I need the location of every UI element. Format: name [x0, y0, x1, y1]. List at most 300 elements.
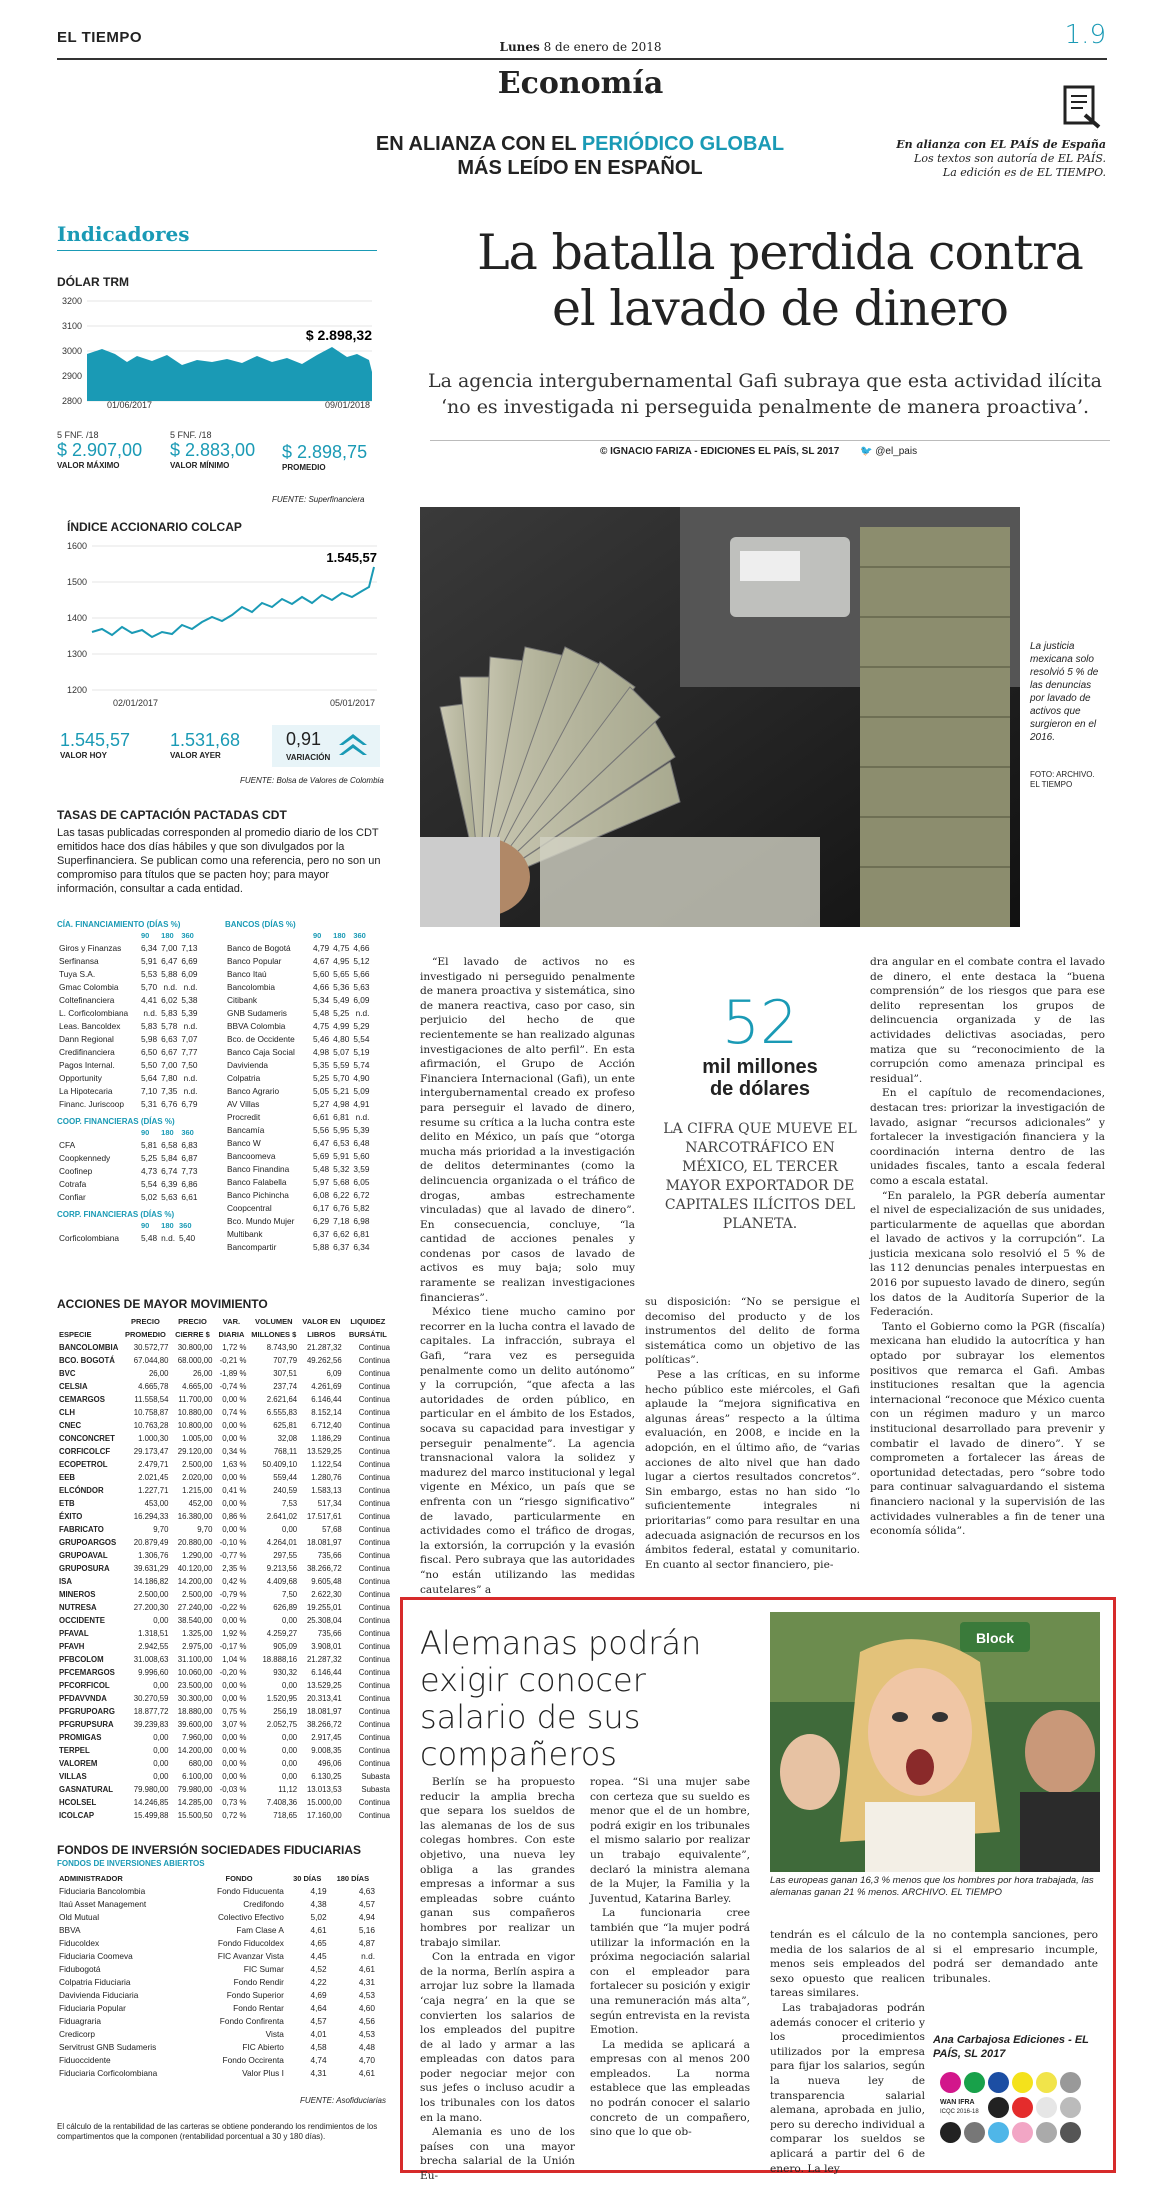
cdt-coop-value-cell: 6,39 [161, 1179, 178, 1189]
twitter-icon: 🐦 [860, 446, 873, 457]
acciones-table [57, 1315, 392, 1822]
table-row [57, 1432, 392, 1445]
fondos-value-cell: 4,56 [358, 2016, 375, 2026]
table-row [57, 942, 199, 955]
acciones-value-cell: 9,70 [197, 1525, 213, 1534]
acciones-value-cell: Continua [358, 1642, 390, 1651]
acciones-value-cell: 9.605,48 [311, 1577, 342, 1586]
cdt-cia-value-cell: n.d. [143, 1008, 158, 1018]
acciones-value-cell: 30.300,00 [177, 1694, 213, 1703]
fondos-value-cell: 4,70 [358, 2055, 375, 2065]
acciones-value-cell: 15.499,88 [133, 1811, 169, 1820]
table-row [57, 1139, 199, 1152]
acciones-name-cell: BCO. BOGOTÁ [59, 1356, 115, 1365]
cdt-bancos-name-cell: Bancompartir [227, 1242, 277, 1252]
cdt-cia-value-cell: 5,91 [141, 956, 158, 966]
col3-para-1: dra angular en el combate contra el lavado de dinero, el ente destaca la “buena comprensión” de los riesgos que para ese delito representan los grupos de delincuencia organizada y de las actividades delictivas asociadas, pero matiza que su “reconocimiento de la corrupción como amenaza principal es residual”. [870, 956, 1105, 1085]
color-dot-grey-3 [1036, 2122, 1057, 2143]
acciones-value-cell: 0,00 % [222, 1694, 247, 1703]
cdt-bancos-value-cell: 4,98 [313, 1047, 330, 1057]
cdt-cia-value-cell: 5,64 [141, 1073, 158, 1083]
pull-text: LA CIFRA QUE MUEVE EL NARCOTRÁFICO EN MÉXICO, EL TERCER MAYOR EXPORTADOR DE CAPITALES ILÍCITOS DEL PLANETA. [663, 1121, 857, 1232]
table-row [57, 1523, 392, 1536]
acciones-name-cell: NUTRESA [59, 1603, 97, 1612]
cdt-bancos-value-cell: 4,75 [333, 943, 350, 953]
dolar-avg-label: PROMEDIO [282, 463, 326, 472]
colcap-today-value: 1.545,57 [60, 730, 131, 750]
acciones-value-cell: 57,68 [322, 1525, 342, 1534]
acciones-value-cell: 20.880,00 [177, 1538, 213, 1547]
fondos-value-cell: Fam Clase A [236, 1925, 284, 1935]
acciones-value-cell: 1.000,30 [138, 1434, 169, 1443]
cdt-bancos-value-cell: 5,70 [333, 1073, 350, 1083]
table-row [57, 2002, 377, 2015]
section-title: Economía [497, 66, 664, 101]
acciones-value-cell: 2.942,55 [138, 1642, 169, 1651]
cdt-bancos-value-cell: 6,61 [313, 1112, 330, 1122]
table-row [225, 1228, 371, 1241]
fondos-value-cell: Vista [265, 2029, 284, 2039]
acciones-value-cell: Continua [358, 1707, 390, 1716]
acciones-value-cell: 2.500,00 [138, 1590, 169, 1599]
acciones-value-cell: Continua [358, 1759, 390, 1768]
acciones-value-cell: 1.520,95 [266, 1694, 298, 1703]
cdt-bancos-value-cell: 5,07 [333, 1047, 350, 1057]
acciones-value-cell: Continua [358, 1538, 390, 1547]
acciones-value-cell: 0,00 [281, 1681, 298, 1690]
cdt-bancos-name-cell: AV Villas [227, 1099, 260, 1109]
acciones-value-cell: -0,03 % [219, 1785, 247, 1794]
colcap-tick-1200: 1200 [66, 685, 87, 695]
fondos-value-cell: Fondo Rentar [233, 2003, 284, 2013]
acciones-value-cell: 26,00 [192, 1369, 213, 1378]
cdt-coop-value-cell: 5,54 [141, 1179, 158, 1189]
fondos-value-cell: n.d. [361, 1951, 375, 1961]
table-row [57, 1458, 392, 1471]
acciones-value-cell: 297,55 [273, 1551, 298, 1560]
cdt-cia-value-cell: 7,10 [141, 1086, 158, 1096]
fondos-value-cell: 4,69 [310, 1990, 327, 2000]
acciones-value-cell: 1.280,76 [311, 1473, 342, 1482]
table-row [225, 1007, 371, 1020]
color-dot-magenta [940, 2072, 961, 2093]
color-dot-red [1012, 2097, 1033, 2118]
cdt-bancos-name-cell: Banco Agrario [227, 1086, 280, 1096]
acciones-value-cell: Continua [358, 1408, 390, 1417]
acciones-value-cell: 4.665,00 [182, 1382, 213, 1391]
fondos-name-cell: Fiduoccidente [59, 2055, 111, 2065]
acciones-value-cell: 0,72 % [222, 1811, 247, 1820]
cdt-corp-value-cell: n.d. [161, 1233, 175, 1243]
cdt-cia-value-cell: 7,35 [161, 1086, 178, 1096]
acciones-name-cell: GASNATURAL [59, 1785, 113, 1794]
acciones-value-cell: Continua [358, 1499, 390, 1508]
cdt-cia-table [57, 929, 199, 1111]
table-row [57, 1098, 199, 1111]
acciones-value-cell: 1,04 % [222, 1655, 247, 1664]
cdt-cia-value-cell: 5,70 [141, 982, 158, 992]
cdt-bancos-value-cell: 4,66 [353, 943, 370, 953]
acciones-value-cell: 11,12 [278, 1785, 298, 1794]
cdt-cia-value-cell: 5,53 [141, 969, 158, 979]
fondos-value-cell: FIC Avanzar Vista [217, 1951, 284, 1961]
cdt-cia-day-180: 180 [161, 931, 174, 940]
cdt-corp-day-360: 360 [179, 1221, 192, 1230]
acciones-value-cell: 7,53 [281, 1499, 298, 1508]
acciones-value-cell: 25.308,04 [306, 1616, 342, 1625]
acciones-name-cell: PFCORFICOL [59, 1681, 110, 1690]
acciones-value-cell: 49.262,56 [306, 1356, 342, 1365]
acciones-value-cell: 14.200,00 [177, 1577, 213, 1586]
cdt-bancos-value-cell: 3,59 [353, 1164, 370, 1174]
fondos-name-cell: Old Mutual [59, 1912, 100, 1922]
colcap-variation-label: VARIACIÓN [286, 753, 331, 762]
cdt-bancos-value-cell: 5,05 [313, 1086, 330, 1096]
colcap-variation-value: 0,91 [286, 729, 322, 749]
acciones-value-cell: 6.130,25 [311, 1772, 342, 1781]
acciones-value-cell: 2.479,71 [138, 1460, 169, 1469]
table-row [57, 1085, 199, 1098]
acciones-value-cell: 453,00 [144, 1499, 169, 1508]
fondos-table [57, 1872, 377, 2080]
cdt-coop-value-cell: 5,02 [141, 1192, 158, 1202]
acciones-name-cell: PFGRUPSURA [59, 1720, 114, 1729]
table-row [57, 1731, 392, 1744]
acciones-name-cell: OCCIDENTE [59, 1616, 105, 1625]
table-row [57, 1705, 392, 1718]
fondos-name-cell: Colpatria Fiduciaria [59, 1977, 131, 1987]
table-row [57, 1963, 377, 1976]
fondos-value-cell: 4,61 [358, 1964, 375, 1974]
acciones-value-cell: Continua [358, 1720, 390, 1729]
acciones-value-cell: 4.665,78 [138, 1382, 169, 1391]
dolar-min-label: VALOR MÍNIMO [170, 461, 230, 470]
acciones-value-cell: 38.540,00 [177, 1616, 213, 1625]
cdt-bancos-name-cell: Bancamía [227, 1125, 265, 1135]
acciones-value-cell: 20.313,41 [306, 1694, 342, 1703]
acciones-value-cell: Continua [358, 1616, 390, 1625]
cdt-bancos-value-cell: 6,48 [353, 1138, 370, 1148]
bcol2-para-3: La medida se aplicará a empresas con al menos 200 empleados. La norma establece que las empleadas no podrán conocer el salario concreto de un compañero, sino que lo que ob- [590, 2038, 750, 2139]
acciones-value-cell: -0,10 % [219, 1538, 247, 1547]
acciones-name-cell: PFGRUPOARG [59, 1707, 115, 1716]
cdt-bancos-value-cell: 5,25 [333, 1008, 350, 1018]
acciones-value-cell: 1,92 % [222, 1629, 247, 1638]
color-dot-light-grey [1060, 2097, 1081, 2118]
acciones-value-cell: Continua [358, 1369, 390, 1378]
headline-line-1: La batalla perdida contra [477, 224, 1083, 281]
acciones-value-cell: 625,81 [273, 1421, 298, 1430]
article-column-3 [870, 955, 1105, 1539]
acciones-value-cell: 496,06 [317, 1759, 342, 1768]
pull-unit-1: mil millones [702, 1056, 818, 1078]
table-row [57, 1471, 392, 1484]
acciones-value-cell: Continua [358, 1382, 390, 1391]
table-row [57, 1497, 392, 1510]
acciones-value-cell: 10.060,00 [177, 1668, 213, 1677]
col2-para-1: su disposición: “No se persigue el decomiso del producto y de los instrumentos del delito de forma sistemática como un objetivo de las políticas”. [645, 1296, 860, 1367]
cdt-bancos-value-cell: 5,66 [353, 969, 370, 979]
acciones-value-cell: 2.917,45 [311, 1733, 342, 1742]
acciones-value-cell: 31.008,63 [133, 1655, 169, 1664]
acciones-value-cell: 0,00 [281, 1733, 298, 1742]
fondos-value-cell: 4,52 [310, 1964, 327, 1974]
acciones-value-cell: 0,00 [153, 1616, 169, 1625]
photo-credit: FOTO: ARCHIVO. EL TIEMPO [1030, 770, 1095, 789]
acciones-value-cell: 735,66 [317, 1551, 342, 1560]
cdt-cia-value-cell: 6,09 [181, 969, 198, 979]
acciones-value-cell: Continua [358, 1434, 390, 1443]
box-photo-caption: Las europeas ganan 16,3 % menos que los hombres por hora trabajada, las alemanas ganan 21 % menos. ARCHIVO. EL TIEMPO [770, 1875, 1094, 1898]
col2-para-2: Pese a las críticas, en su informe hecho público este miércoles, el Gafi aplaude la “mejora significativa en algunas áreas” respecto a la última evaluación, en 2008, e incide en la adopción, en el último año, de “varias acciones de alto nivel que han dado lugar a ciertos resultados concretos”. Sin embargo, estas no han sido “lo suficientemente integrales ni prioritarias” como para resultar en una adecuada asignación de recursos en los ámbitos federal, estatal y comunitario. En cuanto al sector financiero, pie- [645, 1368, 860, 1571]
cdt-bancos-name-cell: Banco Popular [227, 956, 282, 966]
table-row [57, 2015, 377, 2028]
bcol1-para-2: Con la entrada en vigor de la norma, Berlín aspira a arrojar luz sobre la llamada ‘caja negra’ en la que se convierten los salarios de los empleados del pupitre de al lado y armar a las empleadas con datos para poder negociar mejor con sus jefes o incluso acudir a los tribunales con los datos en la mano. [420, 1951, 575, 2124]
bcol3-para-1: tendrán es el cálculo de la media de los salarios de al menos seis empleados del sexo opuesto que realicen tareas similares. [770, 1929, 925, 2000]
cdt-bancos-name-cell: Multibank [227, 1229, 263, 1239]
cdt-bancos-name-cell: Bco. Mundo Mujer [227, 1216, 295, 1226]
bcol2-para-2: La funcionaria cree también que “la mujer podrá utilizar la información en la próxima negociación salarial con el empleador para fortalecer su posición y exigir una remuneración más alta”, según entrevista en la revista Emotion. [590, 1907, 750, 2037]
fondos-value-cell: 4,58 [310, 2042, 327, 2052]
alliance-note [846, 138, 1106, 180]
acciones-name-cell: CEMARGOS [59, 1395, 105, 1404]
acciones-name-cell: EEB [59, 1473, 76, 1482]
table-row [57, 2054, 377, 2067]
ally-note-3: La edición es de EL TIEMPO. [942, 166, 1106, 179]
cdt-bancos-value-cell: 4,75 [313, 1021, 330, 1031]
cdt-corp-table [57, 1219, 197, 1245]
cdt-coop-day-360: 360 [181, 1128, 194, 1137]
fondos-name-cell: BBVA [59, 1925, 81, 1935]
acciones-value-cell: 1,63 % [222, 1460, 247, 1469]
acciones-value-cell: 0,00 % [222, 1733, 247, 1742]
acciones-name-cell: GRUPOSURA [59, 1564, 110, 1573]
acciones-value-cell: Continua [358, 1421, 390, 1430]
dolar-tick-3200: 3200 [61, 296, 82, 306]
cdt-text: Las tasas publicadas corresponden al promedio diario de los CDT emitidos hace dos días hábiles y que son divulgados por la Superfinanciera. Se publican como una referencia, pero no son un compromiso para títulos que se pacten hoy; para mayor información, consultar a cada entidad. [57, 827, 381, 895]
cdt-bancos-value-cell: 5,88 [313, 1242, 330, 1252]
dolar-label: DÓLAR TRM [57, 275, 129, 289]
table-row [57, 994, 199, 1007]
acciones-value-cell: 14.285,00 [177, 1798, 213, 1807]
acciones-value-cell: 6.146,44 [311, 1668, 342, 1677]
cdt-bancos-value-cell: 6,81 [353, 1229, 370, 1239]
acciones-value-cell: 8.152,14 [311, 1408, 342, 1417]
cdt-coop-value-cell: 6,58 [161, 1140, 178, 1150]
table-row [57, 1007, 199, 1020]
acciones-value-cell: 18.888,16 [262, 1655, 298, 1664]
color-bar [940, 2072, 1090, 2152]
colorbar-label: WAN IFRA [940, 2099, 975, 2106]
colcap-tick-1600: 1600 [66, 541, 87, 551]
table-row [225, 1137, 371, 1150]
table-row [57, 1770, 392, 1783]
fondos-value-cell: Fondo Confirenta [219, 2016, 284, 2026]
cdt-bancos-name-cell: Citibank [227, 995, 257, 1005]
colcap-label: ÍNDICE ACCIONARIO COLCAP [67, 520, 242, 534]
cdt-bancos-value-cell: 6,53 [333, 1138, 350, 1148]
fondos-value-cell: Credifondo [243, 1899, 284, 1909]
cdt-cia-value-cell: n.d. [183, 1086, 198, 1096]
acciones-name-cell: PFBCOLOM [59, 1655, 104, 1664]
box-column-4 [933, 1928, 1098, 1986]
acciones-value-cell: Continua [358, 1798, 390, 1807]
acciones-value-cell: Continua [358, 1460, 390, 1469]
svg-text:Block: Block [975, 1630, 1015, 1646]
acciones-value-cell: Continua [358, 1525, 390, 1534]
table-row [225, 1215, 371, 1228]
masthead-rule [57, 58, 1107, 60]
cdt-cia-value-cell: 5,39 [181, 1008, 198, 1018]
table-row [225, 1241, 371, 1254]
acciones-name-cell: ELCÓNDOR [59, 1486, 104, 1495]
cdt-cia-value-cell: 6,69 [181, 956, 198, 966]
cdt-cia-value-cell: 4,41 [141, 995, 158, 1005]
cdt-cia-value-cell: 7,13 [181, 943, 198, 953]
cdt-bancos-table [225, 929, 371, 1254]
cdt-bancos-value-cell: n.d. [355, 1008, 370, 1018]
cdt-corp-value-cell: 5,40 [179, 1233, 196, 1243]
acciones-value-cell: Continua [358, 1551, 390, 1560]
acciones-value-cell: 4.261,69 [311, 1382, 342, 1391]
acciones-value-cell: 1.215,00 [182, 1486, 213, 1495]
pull-quote [660, 990, 860, 1234]
cdt-corp-day-180: 180 [161, 1221, 174, 1230]
acciones-value-cell: 735,66 [317, 1629, 342, 1638]
fondos-name-cell: Fiduciaria Coomeva [59, 1951, 133, 1961]
col3-para-3: “En paralelo, la PGR debería aumentar el nivel de especialización de sus unidades, particularmente de aquellas que abordan el lavado de activos y la corrupción”. La justicia mexicana solo resolvió el 5 % de las 112 denuncias penales interpuestas en 2016 por supuesto lavado de dinero, según los datos de la Auditoría Superior de la Federación. [870, 1189, 1105, 1319]
color-dot-yellow [1012, 2072, 1033, 2093]
cdt-left-block [57, 920, 217, 1245]
color-dot-black [988, 2097, 1009, 2118]
box-column-1 [420, 1775, 575, 2184]
pull-unit [660, 1056, 860, 1100]
table-row [57, 1898, 377, 1911]
cdt-bancos-value-cell: 5,36 [333, 982, 350, 992]
acciones-value-cell: 14.246,85 [133, 1798, 169, 1807]
cdt-cia-name-cell: Leas. Bancoldex [59, 1021, 121, 1031]
acciones-value-cell: 30.572,77 [133, 1343, 169, 1352]
cdt-cia-name-cell: La Hipotecaria [59, 1086, 113, 1096]
cdt-bancos-value-cell: 5,59 [333, 1060, 350, 1070]
acciones-name-cell: CNEC [59, 1421, 82, 1430]
cdt-bancos-value-cell: 6,17 [313, 1203, 330, 1213]
table-row [57, 1950, 377, 1963]
acciones-value-cell: 0,00 % [222, 1746, 247, 1755]
acciones-value-cell: 17.517,61 [306, 1512, 342, 1521]
cdt-bancos-name-cell: Bco. de Occidente [227, 1034, 295, 1044]
acciones-value-cell: 6.712,40 [311, 1421, 342, 1430]
table-row [57, 968, 199, 981]
fondos-value-cell: 4,94 [358, 1912, 375, 1922]
cdt-cia-name-cell: Credifinanciera [59, 1047, 115, 1057]
cdt-bancos-value-cell: 7,18 [333, 1216, 350, 1226]
cdt-coop-value-cell: 6,61 [181, 1192, 198, 1202]
acciones-name-cell: ÉXITO [59, 1512, 83, 1521]
cdt-bancos-value-cell: 4,79 [313, 943, 330, 953]
acciones-name-cell: VALOREM [59, 1759, 98, 1768]
fondos-value-cell: 4,61 [358, 2068, 375, 2078]
cdt-bancos-value-cell: 5,82 [353, 1203, 370, 1213]
money-photo [420, 507, 1020, 927]
cdt-coop-value-cell: 7,73 [181, 1166, 198, 1176]
acciones-value-cell: 16.380,00 [177, 1512, 213, 1521]
fondos-header-cell: FONDO [225, 1874, 253, 1883]
cdt-cia-value-cell: 6,50 [141, 1047, 158, 1057]
fondos-value-cell: 4,45 [310, 1951, 327, 1961]
table-row [57, 1989, 377, 2002]
acciones-value-cell: 31.100,00 [177, 1655, 213, 1664]
ally-note-2: Los textos son autoría de EL PAÍS. [914, 152, 1106, 165]
date-day: Lunes [499, 40, 540, 54]
cdt-corp-day-90: 90 [141, 1221, 150, 1230]
twitter-handle-text: @el_pais [875, 446, 918, 457]
cdt-bancos-value-cell: 6,72 [353, 1190, 370, 1200]
cdt-cia-day-90: 90 [141, 931, 150, 940]
cdt-bancos-value-cell: 5,63 [353, 982, 370, 992]
cdt-bancos-value-cell: 5,46 [313, 1034, 330, 1044]
fondos-value-cell: 4,63 [358, 1886, 375, 1896]
acciones-name-cell: ECOPETROL [59, 1460, 108, 1469]
cdt-bancos-name-cell: Banco W [227, 1138, 261, 1148]
cdt-bancos-name-cell: BBVA Colombia [227, 1021, 286, 1031]
cdt-bancos-value-cell: 5,69 [313, 1151, 330, 1161]
fondos-header-cell: 180 DÍAS [336, 1874, 370, 1883]
acciones-value-cell: 0,75 % [222, 1707, 247, 1716]
acciones-value-cell: 9.008,35 [311, 1746, 342, 1755]
acciones-value-cell: 8.743,90 [266, 1343, 298, 1352]
table-row [57, 1601, 392, 1614]
pull-unit-2: de dólares [709, 1078, 811, 1100]
fondos-value-cell: Fondo Superior [226, 1990, 284, 2000]
cdt-bancos-name-cell: Banco de Bogotá [227, 943, 291, 953]
dolar-tick-2800: 2800 [61, 396, 82, 406]
acciones-value-cell: Continua [358, 1356, 390, 1365]
cdt-bancos-value-cell: 6,08 [313, 1190, 330, 1200]
acciones-name-cell: HCOLSEL [59, 1798, 97, 1807]
acciones-value-cell: 0,00 [153, 1746, 169, 1755]
acciones-value-cell: 0,00 % [222, 1499, 247, 1508]
acciones-value-cell: Continua [358, 1473, 390, 1482]
acciones-value-cell: 0,00 % [222, 1395, 247, 1404]
cdt-bancos-name-cell: Procredit [227, 1112, 261, 1122]
acciones-value-cell: 1.318,51 [138, 1629, 169, 1638]
acciones-value-cell: 4.259,27 [266, 1629, 298, 1638]
acciones-value-cell: Continua [358, 1343, 390, 1352]
cdt-coop-name-cell: Coopkennedy [59, 1153, 111, 1163]
table-row [225, 1085, 371, 1098]
fondos-title: FONDOS DE INVERSIÓN SOCIEDADES FIDUCIARIAS [57, 1843, 362, 1857]
acciones-value-cell: 39.631,29 [133, 1564, 169, 1573]
cdt-cia-name-cell: L. Corficolombiana [59, 1008, 129, 1018]
fondos-name-cell: Fiduciaria Bancolombia [59, 1886, 146, 1896]
table-row [57, 1809, 392, 1822]
table-row [57, 1976, 377, 1989]
acciones-value-cell: 0,00 [153, 1772, 169, 1781]
fondos-name-cell: Fiduagraria [59, 2016, 101, 2026]
fondos-value-cell: 4,65 [310, 1938, 327, 1948]
fondos-value-cell: 4,48 [358, 2042, 375, 2052]
cdt-cia-value-cell: n.d. [183, 1021, 198, 1031]
acciones-value-cell: Continua [358, 1486, 390, 1495]
colcap-today-label: VALOR HOY [60, 751, 107, 760]
acciones-name-cell: CLH [59, 1408, 76, 1417]
acciones-name-cell: CORFICOLCF [59, 1447, 111, 1456]
acciones-value-cell: 18.877,72 [133, 1707, 169, 1716]
cdt-bancos-name-cell: Coopcentral [227, 1203, 272, 1213]
fondos-source: FUENTE: Asofiduciarias [300, 2096, 386, 2105]
acciones-value-cell: 32,08 [277, 1434, 298, 1443]
